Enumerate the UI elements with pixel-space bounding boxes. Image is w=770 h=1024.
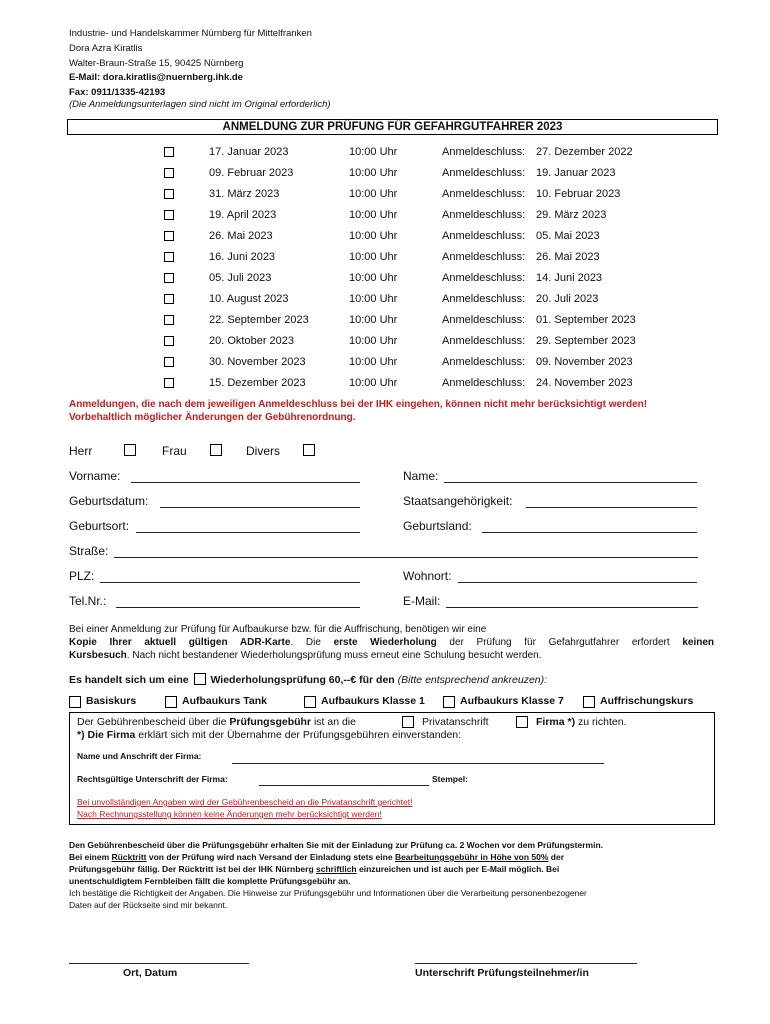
gender-frau-label: Frau (162, 444, 187, 458)
fee-line-2 (77, 729, 461, 741)
bottom-schriftlich: schriftlich (316, 864, 357, 874)
bottom-ruecktritt: Rücktritt (111, 852, 147, 862)
bottom-text: Bei einem (69, 852, 112, 862)
deadline-date: 01. September 2023 (536, 314, 636, 326)
bottom-line-1: Den Gebührenbescheid über die Prüfungsgebühr erhalten Sie mit der Einladung zur Prüfung ca. 2 Wochen vor dem Prüfungstermin. (69, 840, 604, 850)
exam-date-row (0, 377, 770, 397)
participant-signature-field[interactable] (415, 963, 637, 964)
exam-date-checkbox[interactable] (164, 168, 174, 178)
exam-date: 31. März 2023 (209, 188, 280, 200)
stamp-label: Stempel: (432, 774, 468, 784)
deadline-date: 27. Dezember 2022 (536, 146, 633, 158)
info-line-2 (69, 636, 714, 649)
fee-pruefungsgebuehr: Prüfungsgebühr (229, 716, 312, 728)
exam-date-row (0, 230, 770, 250)
staatsangehoerigkeit-label: Staatsangehörigkeit: (403, 494, 513, 508)
name-field[interactable] (444, 482, 697, 483)
name-label: Name: (403, 469, 439, 483)
exam-date: 30. November 2023 (209, 356, 306, 368)
deadline-label: Anmeldeschluss: (442, 272, 526, 284)
deadline-date: 29. September 2023 (536, 335, 636, 347)
bottom-line-4: unentschuldigtem Fernbleiben fällt die komplette Prüfungsgebühr an. (69, 876, 351, 886)
exam-time: 10:00 Uhr (349, 356, 398, 368)
deadline-label: Anmeldeschluss: (442, 293, 526, 305)
header-street: Walter-Braun-Straße 15, 90425 Nürnberg (69, 58, 244, 69)
exam-date: 09. Februar 2023 (209, 167, 294, 179)
deadline-label: Anmeldeschluss: (442, 377, 526, 389)
strasse-label: Straße: (69, 544, 109, 558)
signature-company-label: Rechtsgültige Unterschrift der Firma: (77, 774, 228, 784)
vorname-field[interactable] (131, 482, 360, 483)
exam-date: 19. April 2023 (209, 209, 277, 221)
exam-date-row (0, 272, 770, 292)
deadline-label: Anmeldeschluss: (442, 251, 526, 263)
exam-date-checkbox[interactable] (164, 231, 174, 241)
exam-date-row (0, 251, 770, 271)
basiskurs-checkbox[interactable] (69, 696, 81, 708)
exam-date-row (0, 293, 770, 313)
deadline-label: Anmeldeschluss: (442, 230, 526, 242)
auffrischungskurs-label: Auffrischungskurs (600, 695, 694, 707)
repeat-exam-checkbox[interactable] (194, 673, 206, 685)
info-paragraph (69, 623, 714, 662)
deadline-label: Anmeldeschluss: (442, 146, 526, 158)
vorname-label: Vorname: (69, 469, 121, 483)
gender-herr-label: Herr (69, 444, 93, 458)
email-field[interactable] (446, 607, 698, 608)
exam-date-checkbox[interactable] (164, 210, 174, 220)
fee-red-note-1: Bei unvollständigen Angaben wird der Gebührenbescheid an die Privatanschrift gerichtet! (77, 797, 413, 807)
strasse-field[interactable] (114, 557, 698, 558)
bottom-line-5: Ich bestätige die Richtigkeit der Angaben. Die Hinweise zur Prüfungsgebühr und Informationen über die Verarbeitung personenbezogener (69, 888, 587, 898)
header-person: Dora Azra Kiratlis (69, 43, 143, 54)
deadline-date: 19. Januar 2023 (536, 167, 616, 179)
exam-time: 10:00 Uhr (349, 167, 398, 179)
header-email: E-Mail: dora.kiratlis@nuernberg.ihk.de (69, 72, 243, 83)
deadline-date: 24. November 2023 (536, 377, 633, 389)
exam-date-checkbox[interactable] (164, 252, 174, 262)
bottom-bearbeitungsgebuehr: Bearbeitungsgebühr in Höhe von 50% (394, 852, 549, 862)
wohnort-label: Wohnort: (403, 569, 452, 583)
company-label: Name und Anschrift der Firma: (77, 751, 202, 761)
exam-date-row (0, 146, 770, 166)
wohnort-field[interactable] (458, 582, 697, 583)
firma-checkbox[interactable] (516, 716, 528, 728)
info-text: der Prüfung für Gefahrgutfahrer erfordert (436, 637, 683, 648)
telnr-label: Tel.Nr.: (69, 594, 107, 608)
exam-date-checkbox[interactable] (164, 378, 174, 388)
deadline-date: 26. Mai 2023 (536, 251, 600, 263)
aufbaukurs-klasse1-checkbox[interactable] (304, 696, 316, 708)
aufbaukurs-klasse7-label: Aufbaukurs Klasse 7 (460, 695, 564, 707)
case-hint: (Bitte entsprechend ankreuzen): (397, 674, 548, 686)
header-org: Industrie- und Handelskammer Nürnberg für Mittelfranken (69, 28, 312, 39)
place-date-field[interactable] (69, 963, 249, 964)
place-date-label: Ort, Datum (123, 967, 178, 979)
exam-date: 16. Juni 2023 (209, 251, 276, 263)
exam-time: 10:00 Uhr (349, 146, 398, 158)
bottom-line-2 (69, 851, 719, 863)
geburtsdatum-field[interactable] (160, 507, 360, 508)
exam-date-checkbox[interactable] (164, 294, 174, 304)
geburtsland-label: Geburtsland: (403, 519, 472, 533)
firma-label: Firma *) (536, 716, 576, 728)
info-line-3 (69, 649, 714, 662)
gender-frau-checkbox[interactable] (210, 444, 222, 456)
deadline-label: Anmeldeschluss: (442, 356, 526, 368)
exam-time: 10:00 Uhr (349, 272, 398, 284)
exam-date-row (0, 314, 770, 334)
staatsangehoerigkeit-field[interactable] (526, 507, 697, 508)
deadline-label: Anmeldeschluss: (442, 335, 526, 347)
gender-herr-checkbox[interactable] (124, 444, 136, 456)
bottom-line-3 (69, 863, 719, 875)
fee-box (69, 712, 715, 825)
info-no: keinen (682, 637, 715, 648)
exam-date-row (0, 209, 770, 229)
geburtsort-label: Geburtsort: (69, 519, 130, 533)
deadline-date: 10. Februar 2023 (536, 188, 621, 200)
exam-date: 26. Mai 2023 (209, 230, 273, 242)
geburtsort-field[interactable] (136, 532, 360, 533)
case-repeat-label: Wiederholungsprüfung 60,--€ für den (210, 674, 395, 686)
exam-date-checkbox[interactable] (164, 273, 174, 283)
info-course: Kursbesuch (69, 650, 127, 661)
exam-date-checkbox[interactable] (164, 189, 174, 199)
info-text: . Die (290, 637, 334, 648)
gender-divers-checkbox[interactable] (303, 444, 315, 456)
fee-firma-note: *) Die Firma (77, 729, 136, 741)
email-label: E-Mail: (403, 594, 441, 608)
exam-date-checkbox[interactable] (164, 315, 174, 325)
fee-text: erklärt sich mit der Übernahme der Prüfungsgebühren einverstanden: (138, 729, 462, 741)
privatanschrift-label: Privatanschrift (422, 716, 489, 728)
company-field[interactable] (232, 763, 604, 764)
deadline-label: Anmeldeschluss: (442, 209, 526, 221)
plz-label: PLZ: (69, 569, 95, 583)
deadline-date: 29. März 2023 (536, 209, 607, 221)
exam-date: 22. September 2023 (209, 314, 309, 326)
deadline-date: 09. November 2023 (536, 356, 633, 368)
deadline-label: Anmeldeschluss: (442, 188, 526, 200)
fee-text: Der Gebührenbescheid über die (77, 716, 227, 728)
signature-company-field[interactable] (259, 785, 429, 786)
fee-line-1 (77, 716, 356, 728)
exam-time: 10:00 Uhr (349, 335, 398, 347)
exam-date-row (0, 356, 770, 376)
exam-date: 17. Januar 2023 (209, 146, 289, 158)
case-prefix: Es handelt sich um eine (69, 674, 189, 686)
exam-date: 05. Juli 2023 (209, 272, 272, 284)
fee-red-note-2: Nach Rechnungsstellung können keine Änderungen mehr berücksichtigt werden! (77, 809, 382, 819)
exam-date-checkbox[interactable] (164, 357, 174, 367)
telnr-field[interactable] (116, 607, 360, 608)
gender-divers-label: Divers (246, 444, 281, 458)
firma-label-wrap (536, 716, 626, 728)
exam-time: 10:00 Uhr (349, 251, 398, 263)
participant-signature-label: Unterschrift Prüfungsteilnehmer/in (415, 967, 589, 979)
exam-date: 15. Dezember 2023 (209, 377, 306, 389)
exam-date-row (0, 335, 770, 355)
auffrischungskurs-checkbox[interactable] (583, 696, 595, 708)
deadline-label: Anmeldeschluss: (442, 167, 526, 179)
info-line-1: Bei einer Anmeldung zur Prüfung für Aufbaukurse bzw. für die Auffrischung, benötigen wir eine (69, 624, 487, 635)
bottom-text: der (548, 852, 565, 862)
exam-date-checkbox[interactable] (164, 147, 174, 157)
deadline-date: 14. Juni 2023 (536, 272, 603, 284)
deadline-date: 20. Juli 2023 (536, 293, 599, 305)
plz-field[interactable] (100, 582, 360, 583)
exam-time: 10:00 Uhr (349, 293, 398, 305)
deadline-label: Anmeldeschluss: (442, 314, 526, 326)
exam-date: 20. Oktober 2023 (209, 335, 295, 347)
aufbaukurs-klasse7-checkbox[interactable] (443, 696, 455, 708)
bottom-text: einzureichen und ist auch per E-Mail möglich. Bei (356, 864, 560, 874)
fee-text: zu richten. (578, 716, 627, 728)
bottom-text: von der Prüfung wird nach Versand der Einladung stets eine (146, 852, 395, 862)
exam-time: 10:00 Uhr (349, 377, 398, 389)
exam-time: 10:00 Uhr (349, 209, 398, 221)
aufbaukurs-tank-label: Aufbaukurs Tank (182, 695, 267, 707)
geburtsdatum-label: Geburtsdatum: (69, 494, 149, 508)
bottom-notes (69, 839, 719, 911)
deadline-warning: Anmeldungen, die nach dem jeweiligen Anmeldeschluss bei der IHK eingehen, können nicht mehr berücksichtigt werden! Vorbehaltlich möglicher Änderungen der Gebührenordnung. (69, 399, 648, 423)
fee-text: ist an die (313, 716, 356, 728)
aufbaukurs-klasse1-label: Aufbaukurs Klasse 1 (321, 695, 425, 707)
exam-time: 10:00 Uhr (349, 230, 398, 242)
case-line (69, 673, 547, 686)
exam-time: 10:00 Uhr (349, 188, 398, 200)
deadline-date: 05. Mai 2023 (536, 230, 600, 242)
info-text: . Nach nicht bestandener Wiederholungsprüfung muss erneut eine Schulung besucht werden. (126, 650, 542, 661)
info-adr-copy: Kopie Ihrer aktuell gültigen ADR-Karte (69, 637, 291, 648)
exam-date-row (0, 167, 770, 187)
exam-date: 10. August 2023 (209, 293, 289, 305)
info-first-repeat: erste Wiederholung (333, 637, 437, 648)
aufbaukurs-tank-checkbox[interactable] (165, 696, 177, 708)
geburtsland-field[interactable] (482, 532, 697, 533)
privatanschrift-checkbox[interactable] (402, 716, 414, 728)
exam-time: 10:00 Uhr (349, 314, 398, 326)
bottom-text: Prüfungsgebühr fällig. Der Rücktritt ist bei der IHK Nürnberg (69, 864, 316, 874)
exam-date-checkbox[interactable] (164, 336, 174, 346)
page-title: ANMELDUNG ZUR PRÜFUNG FÜR GEFAHRGUTFAHRER 2023 (67, 119, 718, 135)
basiskurs-label: Basiskurs (86, 695, 137, 707)
header-fax: Fax: 0911/1335-42193 (69, 87, 166, 98)
exam-date-row (0, 188, 770, 208)
bottom-line-6: Daten auf der Rückseite sind mir bekannt. (69, 900, 228, 910)
header-note: (Die Anmeldungsunterlagen sind nicht im Original erforderlich) (69, 99, 331, 110)
